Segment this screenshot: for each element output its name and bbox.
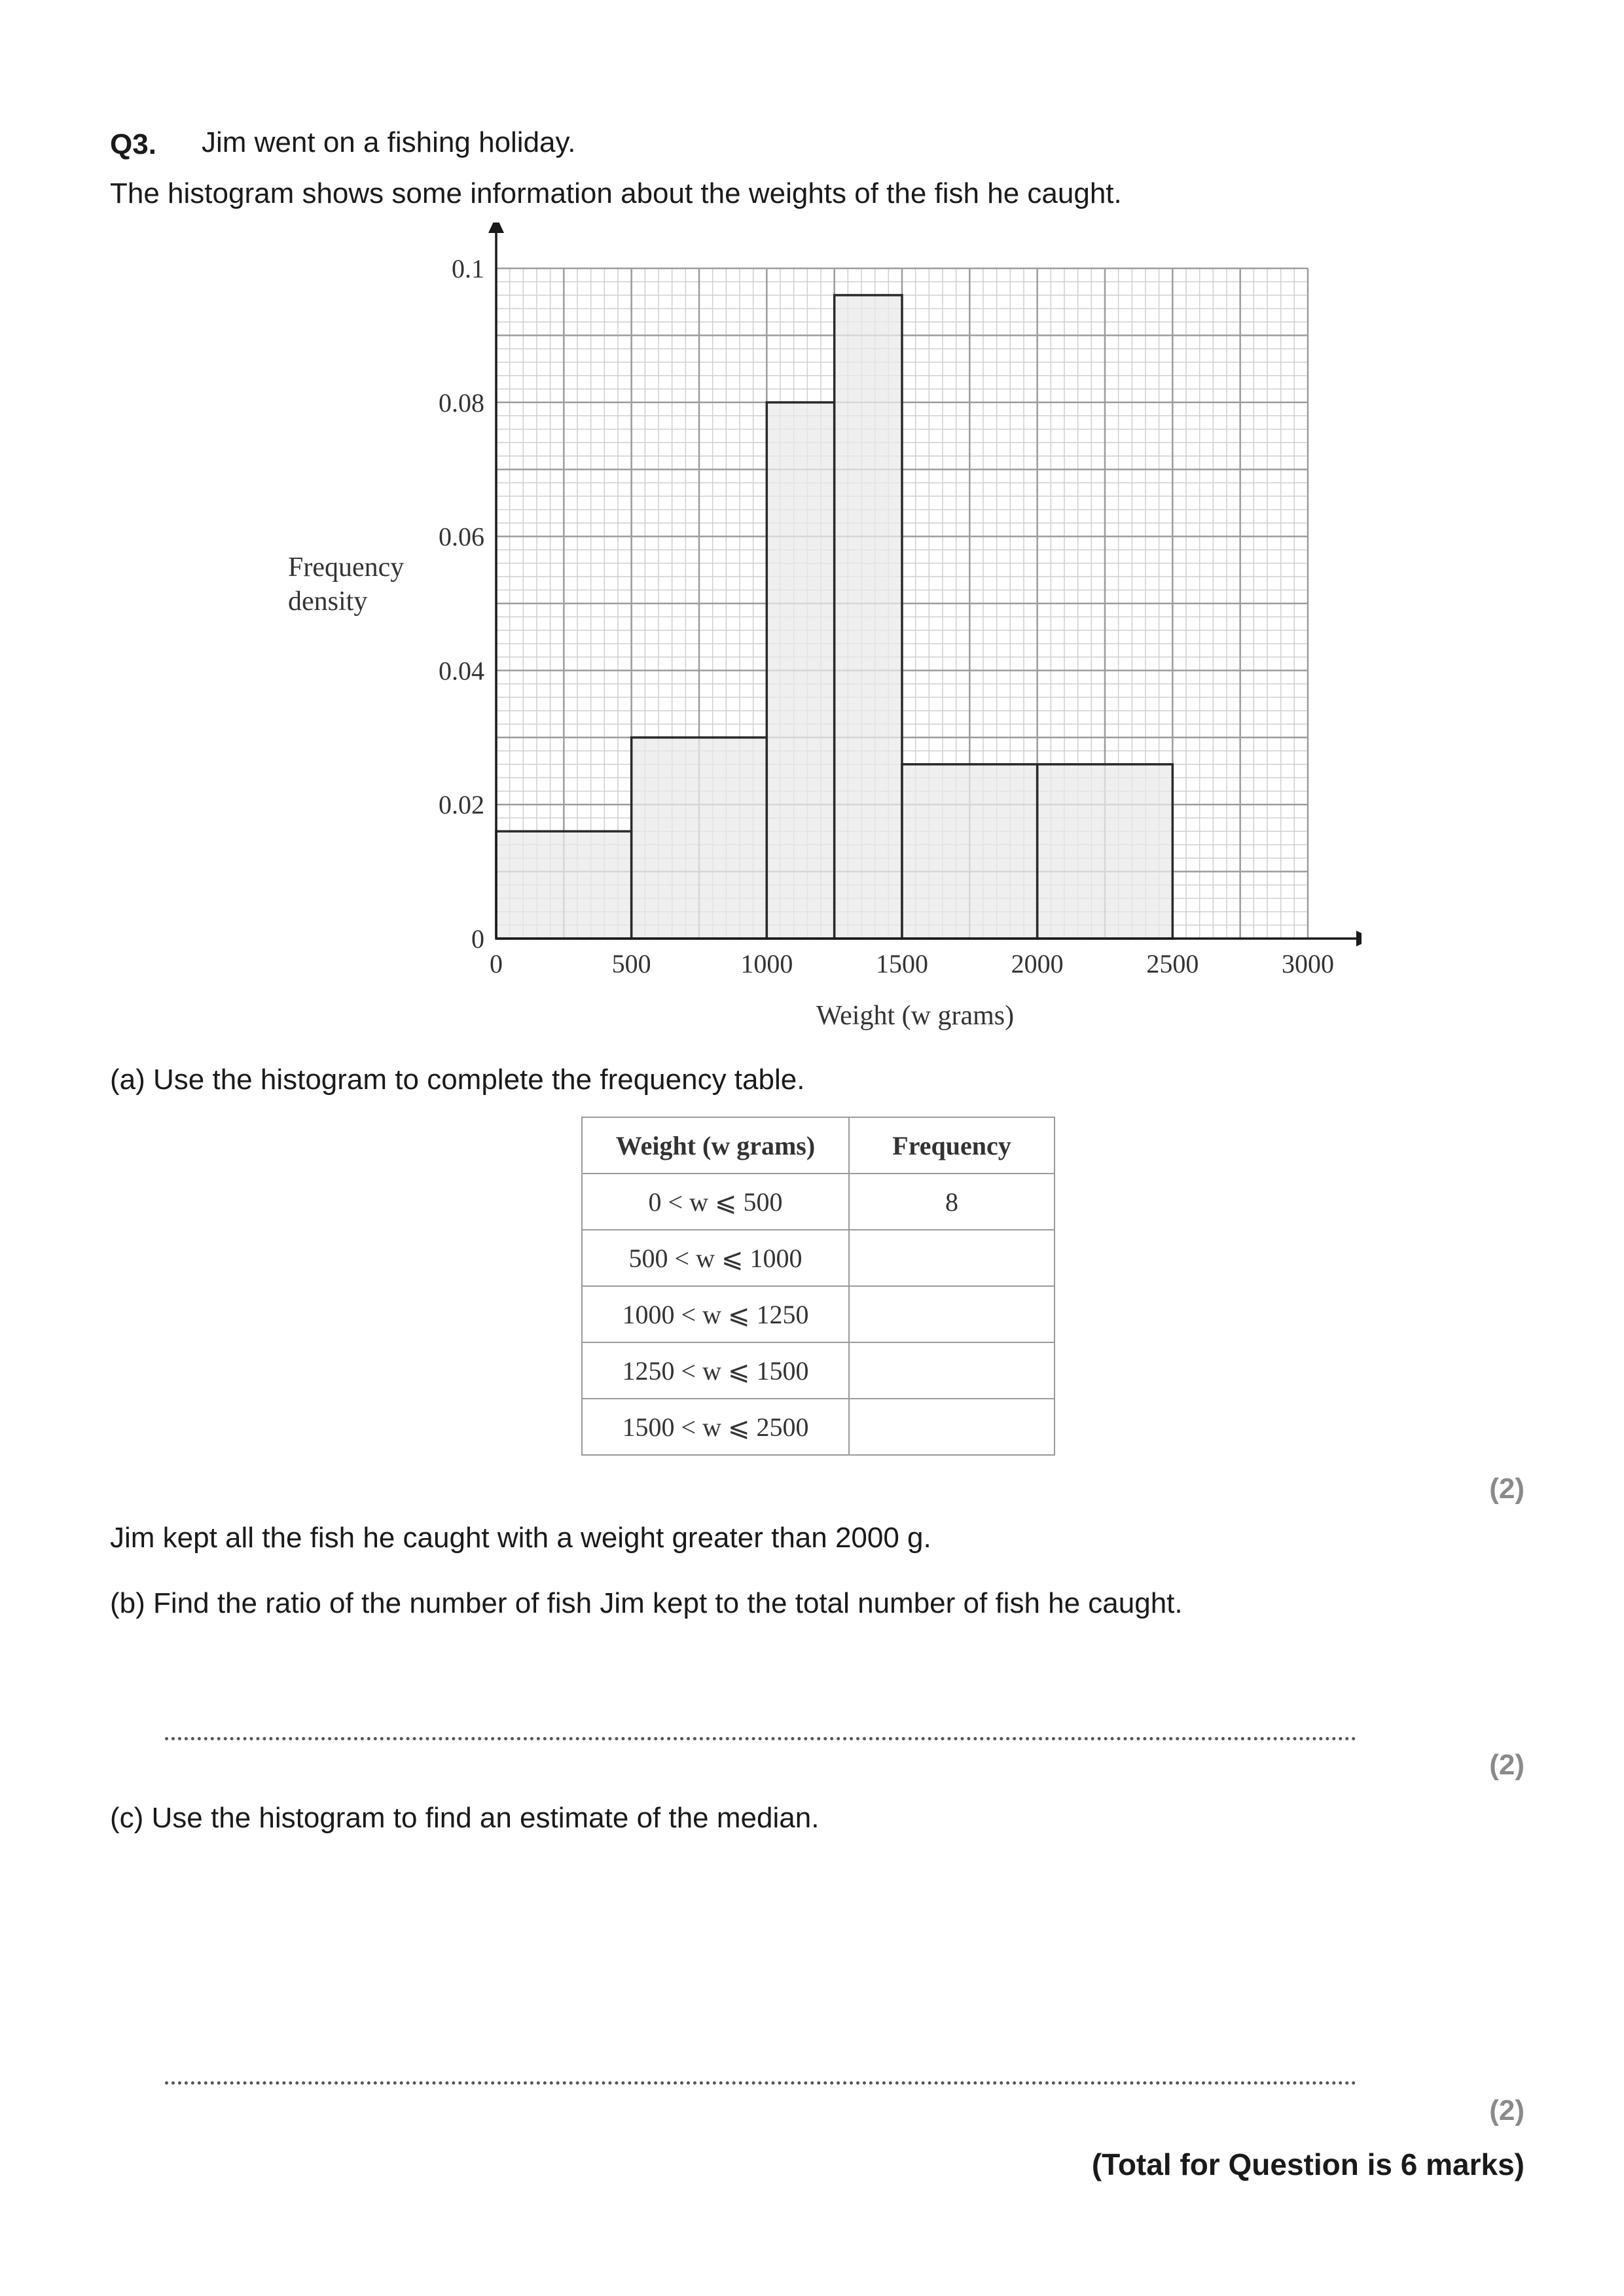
histogram-bar-6 (1038, 764, 1173, 939)
row-range: 500 < w ⩽ 1000 (582, 1230, 849, 1286)
histogram-bar-5 (902, 764, 1038, 939)
table-row (582, 1174, 1055, 1230)
question-number: Q3. (110, 128, 156, 160)
x-tick-label: 0 (490, 949, 503, 978)
histogram-bar-4 (835, 295, 902, 939)
y-tick-label: 0 (471, 924, 484, 954)
row-range: 1250 < w ⩽ 1500 (582, 1342, 849, 1399)
table-header-row (582, 1117, 1055, 1174)
y-tick-label: 0.08 (439, 387, 484, 418)
part-b-text: (b) Find the ratio of the number of fish Jim kept to the total number of fish he caught. (110, 1587, 1183, 1619)
y-tick-label: 0.06 (439, 522, 484, 552)
x-axis-label: Weight (w grams) (816, 1001, 1015, 1031)
y-tick-label: 0.1 (452, 254, 484, 283)
histogram-bar-1 (496, 831, 632, 939)
row-frequency: 8 (849, 1174, 1055, 1230)
part-a-marks: (2) (1489, 1473, 1525, 1505)
histogram-chart (249, 223, 1362, 1047)
answer-line-b[interactable] (165, 1737, 1356, 1740)
x-tick-label: 3000 (1282, 949, 1334, 978)
row-frequency (849, 1342, 1055, 1399)
y-axis-label-line2: density (288, 586, 368, 617)
x-tick-label: 2500 (1146, 949, 1199, 978)
part-b-context: Jim kept all the fish he caught with a weight greater than 2000 g. (110, 1522, 931, 1554)
x-tick-label: 1000 (740, 949, 793, 978)
row-frequency (849, 1399, 1055, 1455)
header-weight: Weight (w grams) (582, 1117, 849, 1174)
answer-line-c[interactable] (165, 2081, 1356, 2085)
header-frequency: Frequency (849, 1117, 1055, 1174)
part-b-marks: (2) (1489, 1749, 1525, 1781)
y-tick-label: 0.02 (439, 790, 484, 820)
table-row (582, 1342, 1055, 1399)
total-marks: (Total for Question is 6 marks) (1091, 2147, 1525, 2181)
x-tick-label: 2000 (1011, 949, 1064, 978)
y-tick-label: 0.04 (439, 656, 484, 686)
row-range: 1500 < w ⩽ 2500 (582, 1399, 849, 1455)
y-axis-label-line1: Frequency (288, 552, 405, 583)
table-row (582, 1230, 1055, 1286)
x-tick-label: 500 (611, 949, 651, 978)
table-row (582, 1286, 1055, 1342)
question-intro: Jim went on a fishing holiday. (202, 126, 576, 158)
part-c-marks: (2) (1489, 2094, 1525, 2126)
row-frequency (849, 1286, 1055, 1342)
x-axis-arrow-icon (1356, 931, 1362, 946)
part-c-text: (c) Use the histogram to find an estimate of the median. (110, 1802, 820, 1834)
y-axis-arrow-icon (488, 223, 504, 233)
histogram-bar-2 (632, 738, 767, 939)
table-row (582, 1399, 1055, 1455)
row-frequency (849, 1230, 1055, 1286)
histogram-bar-3 (767, 403, 834, 939)
part-a-text: (a) Use the histogram to complete the frequency table. (110, 1064, 805, 1096)
row-range: 1000 < w ⩽ 1250 (582, 1286, 849, 1342)
x-tick-label: 1500 (876, 949, 928, 978)
question-description: The histogram shows some information about the weights of the fish he caught. (110, 177, 1122, 209)
row-range: 0 < w ⩽ 500 (582, 1174, 849, 1230)
frequency-table (581, 1117, 1055, 1456)
